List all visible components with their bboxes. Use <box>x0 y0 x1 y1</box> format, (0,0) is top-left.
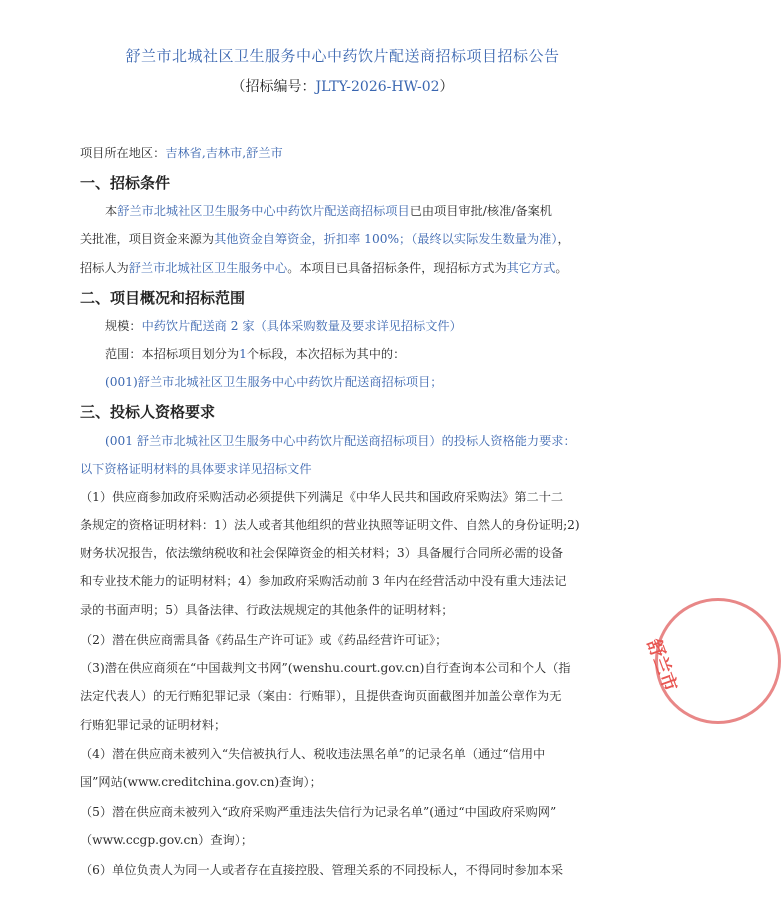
region-value: 吉林省,吉林市,舒兰市 <box>165 146 283 160</box>
section-1-line-2 <box>80 230 570 248</box>
tenderer-name: 舒兰市北城社区卫生服务中心 <box>128 261 288 275</box>
project-region <box>80 144 283 162</box>
req-1-line-4: 和专业技术能力的证明材料；4）参加政府采购活动前 3 年内在经营活动中没有重大违法记 <box>80 574 567 588</box>
text: 。本项目已具备招标条件，现招标方式为 <box>287 261 507 275</box>
text: ， <box>557 232 570 246</box>
req-1-line-5: 录的书面声明；5）具备法律、行政法规规定的其他条件的证明材料； <box>80 603 454 617</box>
req-1-line-3: 财务状况报告，依法缴纳税收和社会保障资金的相关材料；3）具备履行合同所必需的设备 <box>80 546 564 560</box>
lot-item: (001)舒兰市北城社区卫生服务中心中药饮片配送商招标项目； <box>105 375 443 389</box>
tender-number <box>0 76 685 96</box>
req-6-line-1: （6）单位负责人为同一人或者存在直接控股、管理关系的不同投标人，不得同时参加本采 <box>80 863 564 877</box>
text: 关批准，项目资金来源为 <box>80 232 215 246</box>
document-title: 舒兰市北城社区卫生服务中心中药饮片配送商招标项目招标公告 <box>125 47 560 65</box>
req-3-line-2: 法定代表人）的无行贿犯罪记录（案由：行贿罪），且提供查询页面截图并加盖公章作为无 <box>80 689 562 703</box>
tender-method: 其它方式 <box>506 261 556 275</box>
scale-line <box>105 317 462 335</box>
req-3-line-1: （3)潜在供应商须在“中国裁判文书网”(wenshu.court.gov.cn)自行查询本公司和个人（指 <box>80 661 571 675</box>
qualification-intro-1: (001 舒兰市北城社区卫生服务中心中药饮片配送商招标项目）的投标人资格能力要求： <box>105 434 576 448</box>
range-line <box>105 345 405 363</box>
section-1-line-1 <box>105 202 552 220</box>
text: 已由项目审批/核准/备案机 <box>409 204 552 218</box>
req-1-line-2: 条规定的资格证明材料：1）法人或者其他组织的营业执照等证明文件、自然人的身份证明;2) <box>80 518 580 532</box>
seal-text: 舒兰市 <box>642 636 681 695</box>
req-5-line-1: （5）潜在供应商未被列入“政府采购严重违法失信行为记录名单”(通过“中国政府采购网” <box>80 805 557 819</box>
scale-value: 中药饮片配送商 2 家（具体采购数量及要求详见招标文件） <box>141 319 462 333</box>
req-5-line-2: （www.ccgp.gov.cn）查询）； <box>80 833 254 847</box>
req-4-line-1: （4）潜在供应商未被列入“失信被执行人、税收违法黑名单”的记录名单（通过“信用中 <box>80 747 546 761</box>
section-1-line-3 <box>80 259 568 277</box>
tender-number-prefix: （招标编号： <box>231 79 316 95</box>
section-1-heading: 一、招标条件 <box>80 174 171 192</box>
region-label: 项目所在地区： <box>80 146 166 160</box>
text: 个标段，本次招标为其中的： <box>246 347 406 361</box>
tender-number-code: JLTY-2026-HW-02 <box>315 79 440 95</box>
section-2-heading: 二、项目概况和招标范围 <box>80 289 246 307</box>
req-3-line-3: 行贿犯罪记录的证明材料； <box>80 718 227 732</box>
req-4-line-2: 国”网站(www.creditchina.gov.cn)查询）； <box>80 775 322 789</box>
project-name: 舒兰市北城社区卫生服务中心中药饮片配送商招标项目 <box>117 204 410 218</box>
text: 。 <box>555 261 568 275</box>
text: 招标人为 <box>80 261 129 275</box>
text: 范围：本招标项目划分为 <box>105 347 240 361</box>
fund-source: 其他资金自筹资金，折扣率 100%；（最终以实际发生数量为准） <box>214 232 558 246</box>
req-1-line-1: （1）供应商参加政府采购活动必须提供下列满足《中华人民共和国政府采购法》第二十二 <box>80 490 564 504</box>
tender-number-suffix: ） <box>439 79 454 95</box>
official-seal <box>642 598 781 724</box>
text: 本 <box>105 204 118 218</box>
req-2: （2）潜在供应商需具备《药品生产许可证》或《药品经营许可证》； <box>80 633 448 647</box>
lot-count: 1 <box>239 347 247 361</box>
section-3-heading: 三、投标人资格要求 <box>80 403 216 421</box>
qualification-intro-2: 以下资格证明材料的具体要求详见招标文件 <box>80 462 312 476</box>
scale-label: 规模： <box>105 319 142 333</box>
